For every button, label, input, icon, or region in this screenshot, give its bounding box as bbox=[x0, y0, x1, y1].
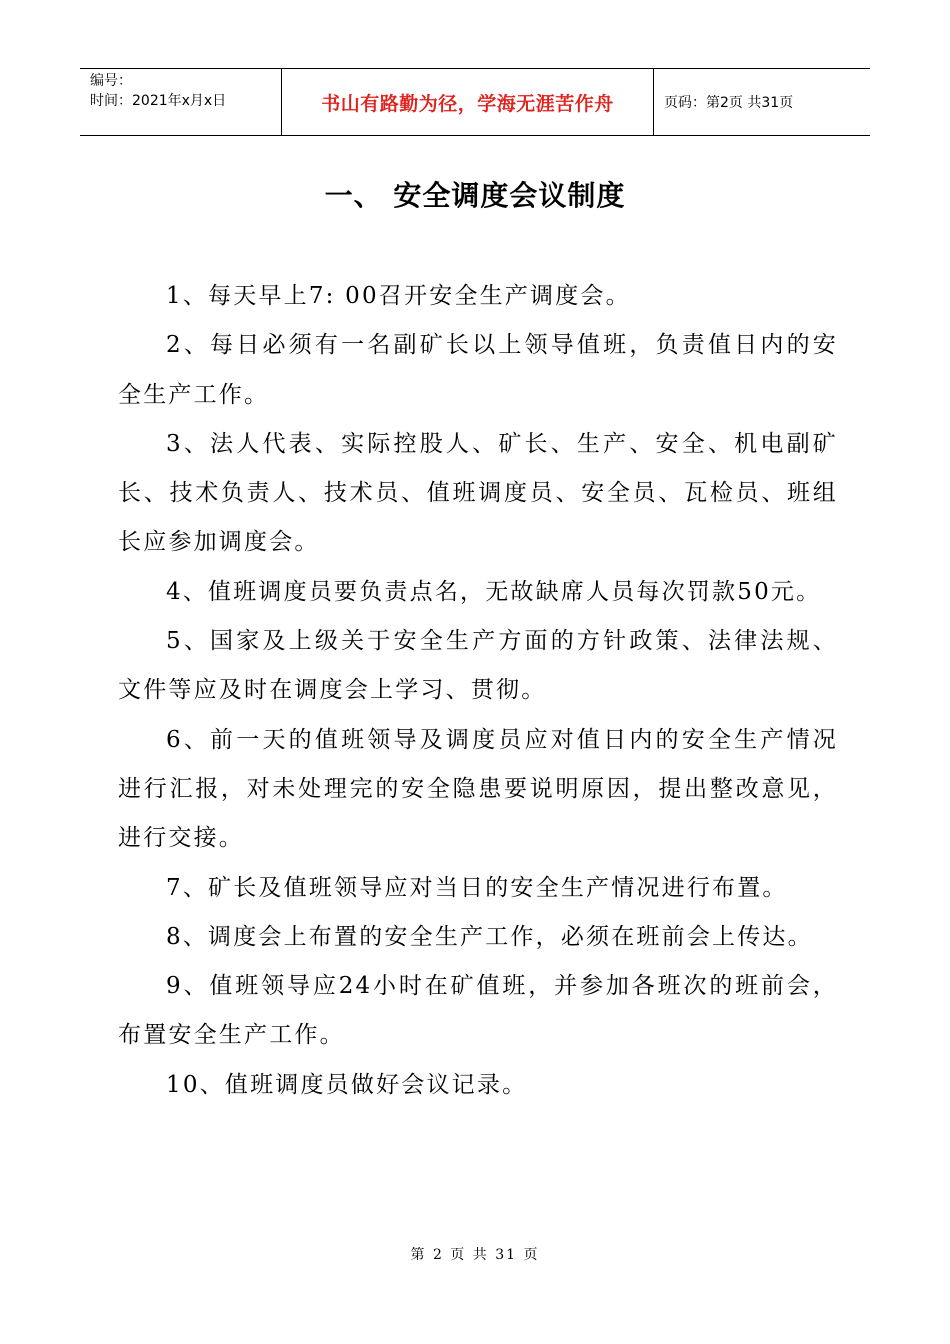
paragraph-6: 6、前一天的值班领导及调度员应对值日内的安全生产情况进行汇报，对未处理完的安全隐患要说明原因，提出整改意见，进行交接。 bbox=[118, 726, 838, 852]
paragraph-2: 2、每日必须有一名副矿长以上领导值班，负责值日内的安全生产工作。 bbox=[118, 332, 838, 408]
header-meta-cell bbox=[80, 69, 282, 135]
paragraph-7: 7、矿长及值班领导应对当日的安全生产情况进行布置。 bbox=[166, 874, 788, 901]
number-label: 编号： bbox=[90, 73, 132, 89]
page-footer: 第 2 页 共 31 页 bbox=[410, 1247, 540, 1263]
document-body bbox=[118, 272, 838, 1110]
document-title: 一、 安全调度会议制度 bbox=[324, 179, 626, 212]
header-page-cell bbox=[654, 69, 870, 135]
paragraph-4: 4、值班调度员要负责点名，无故缺席人员每次罚款50元。 bbox=[166, 578, 822, 605]
header-motto-cell bbox=[282, 69, 654, 135]
paragraph-1: 1、每天早上7: 00召开安全生产调度会。 bbox=[166, 283, 631, 309]
paragraph-9: 9、值班领导应24小时在矿值班，并参加各班次的班前会，布置安全生产工作。 bbox=[118, 973, 838, 1049]
page-header bbox=[80, 68, 870, 136]
paragraph-3: 3、法人代表、实际控股人、矿长、生产、安全、机电副矿长、技术负责人、技术员、值班调度员、安全员、瓦检员、班组长应参加调度会。 bbox=[118, 430, 838, 556]
motto-text: 书山有路勤为径，学海无涯苦作舟 bbox=[321, 92, 614, 115]
paragraph-10: 10、值班调度员做好会议记录。 bbox=[166, 1071, 528, 1098]
paragraph-5: 5、国家及上级关于安全生产方面的方针政策、法律法规、文件等应及时在调度会上学习、贯彻。 bbox=[118, 628, 838, 704]
paragraph-8: 8、调度会上布置的安全生产工作，必须在班前会上传达。 bbox=[166, 923, 813, 950]
time-label: 时间：2021年x月x日 bbox=[90, 93, 227, 109]
page-info: 页码：第2页 共31页 bbox=[664, 95, 794, 111]
